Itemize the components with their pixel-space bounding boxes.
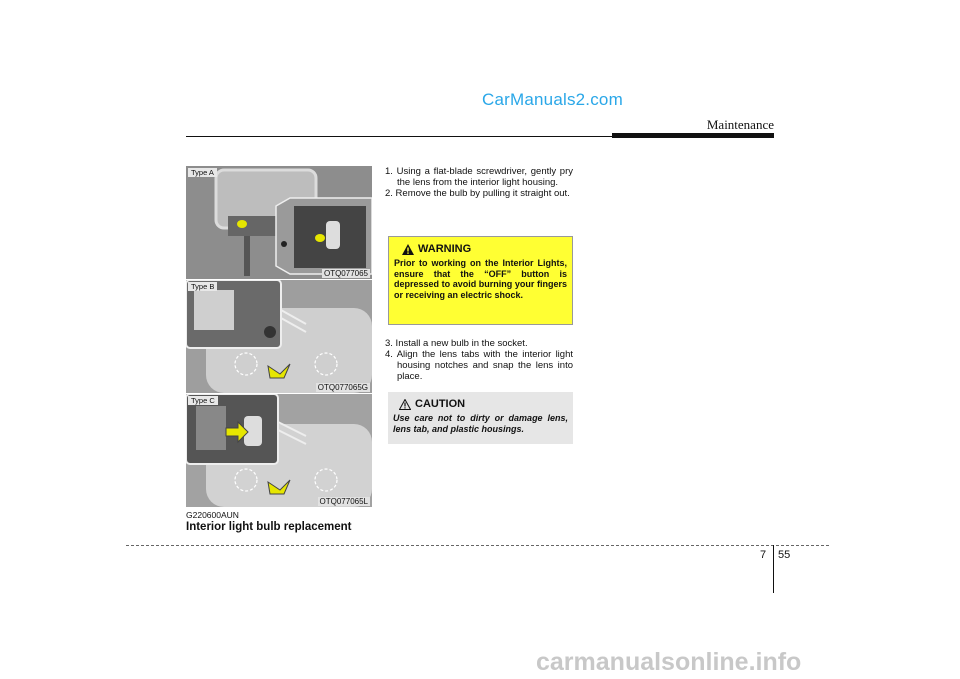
type-c-label: Type C bbox=[188, 396, 218, 405]
section-title: Maintenance bbox=[706, 117, 774, 132]
photo-type-a bbox=[186, 166, 372, 279]
steps-list-2 bbox=[385, 338, 573, 382]
watermark-bottom: carmanualsonline.info bbox=[536, 648, 802, 676]
figure-type-c bbox=[186, 394, 372, 507]
warning-title: WARNING bbox=[418, 243, 472, 255]
caution-triangle-icon bbox=[399, 399, 411, 410]
chapter-number: 7 bbox=[760, 549, 767, 561]
caution-box bbox=[388, 392, 573, 444]
warning-triangle-icon bbox=[402, 244, 414, 255]
figure-code-a: OTQ077065 bbox=[323, 269, 368, 278]
caution-body: Use care not to dirty or damage lens, lens tab, and plastic housings. bbox=[393, 413, 568, 434]
step-2: 2. Remove the bulb by pulling it straight out. bbox=[385, 188, 570, 199]
caution-title: CAUTION bbox=[415, 398, 466, 410]
steps-list-1 bbox=[385, 166, 573, 199]
page-number: 55 bbox=[778, 549, 791, 561]
step-1: 1. Using a flat-blade screwdriver, gently pry the lens from the interior light housing. bbox=[385, 166, 573, 188]
warning-title-row bbox=[402, 243, 567, 255]
reference-code: G220600AUN bbox=[186, 510, 239, 520]
figure-code-b: OTQ077065G bbox=[317, 383, 368, 392]
photo-type-c bbox=[186, 394, 372, 507]
figure-type-b bbox=[186, 280, 372, 393]
photo-type-b bbox=[186, 280, 372, 393]
caution-title-row bbox=[399, 398, 568, 410]
type-a-label: Type A bbox=[188, 168, 217, 177]
watermark-top: CarManuals2.com bbox=[482, 90, 623, 109]
header-rule-accent bbox=[612, 133, 774, 138]
section-heading: Interior light bulb replacement bbox=[186, 521, 352, 533]
figure-code-c: OTQ077065L bbox=[319, 497, 368, 506]
figure-type-a bbox=[186, 166, 372, 279]
warning-box bbox=[388, 236, 573, 325]
warning-body: Prior to working on the Interior Lights, ensure that the “OFF” button is depressed to avoid burning your fingers or receiving an electric shock. bbox=[394, 258, 567, 300]
footer-page-divider bbox=[773, 545, 774, 593]
type-b-label: Type B bbox=[188, 282, 217, 291]
footer-dashed-rule bbox=[126, 545, 829, 546]
step-3: 3. Install a new bulb in the socket. bbox=[385, 338, 528, 349]
step-4: 4. Align the lens tabs with the interior light housing notches and snap the lens into place. bbox=[385, 349, 573, 382]
